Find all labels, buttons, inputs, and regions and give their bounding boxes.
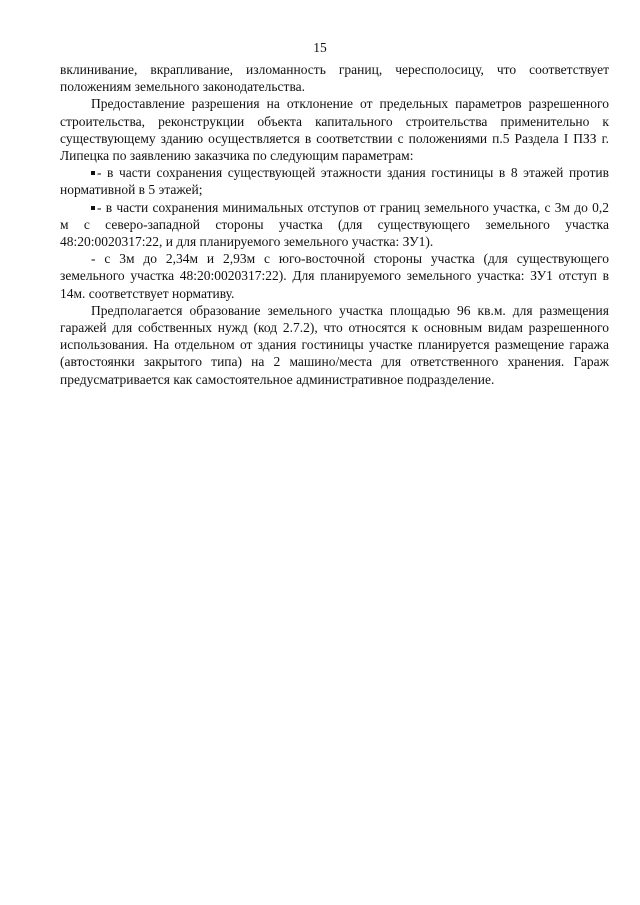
paragraph-bullet-setbacks-text: - в части сохранения минимальных отступов от границ земельного участка, с 3м до 0,2 м с северо-западной стороны участка (для существующего земельного участка 48:20:0020317:22, и для планируемого земельного участка: ЗУ1). (60, 199, 609, 250)
paragraph-bullet-floors (60, 164, 609, 198)
square-bullet-icon (91, 206, 95, 210)
paragraph-continuation: вклинивание, вкрапливание, изломанность границ, чересполосицу, что соответствует положениям земельного законодательства. (60, 62, 609, 95)
paragraph-bullet-setbacks (60, 199, 609, 251)
page-number: 15 (313, 40, 327, 55)
paragraph-garage-plot: Предполагается образование земельного участка площадью 96 кв.м. для размещения гаражей для собственных нужд (код 2.7.2), что относятся к основным видам разрешенного использования. На отдельном от здания гостиницы участке планируется размещение гаража (автостоянки закрытого типа) на 2 машино/места для ответственного хранения. Гараж предусматривается как самостоятельное административное подразделение. (60, 302, 609, 387)
paragraph-bullet-floors-text: - в части сохранения существующей этажности здания гостиницы в 8 этажей против нормативной в 5 этажей; (60, 165, 609, 198)
paragraph-permission-deviation: Предоставление разрешения на отклонение от предельных параметров разрешенного строительства, реконструкции объекта капитального строительства применительно к существующему зданию осуществляется в соответствии с положениями п.5 Раздела I ПЗЗ г. Липецка по заявлению заказчика по следующим параметрам: (60, 96, 609, 164)
document-body (60, 61, 609, 388)
paragraph-southeast-setbacks: - с 3м до 2,34м и 2,93м с юго-восточной стороны участка (для существующего земельного участка 48:20:0020317:22). Для планируемого земельного участка: ЗУ1 отступ в 14м. соответствует нормативу. (60, 251, 609, 301)
square-bullet-icon (91, 171, 95, 175)
